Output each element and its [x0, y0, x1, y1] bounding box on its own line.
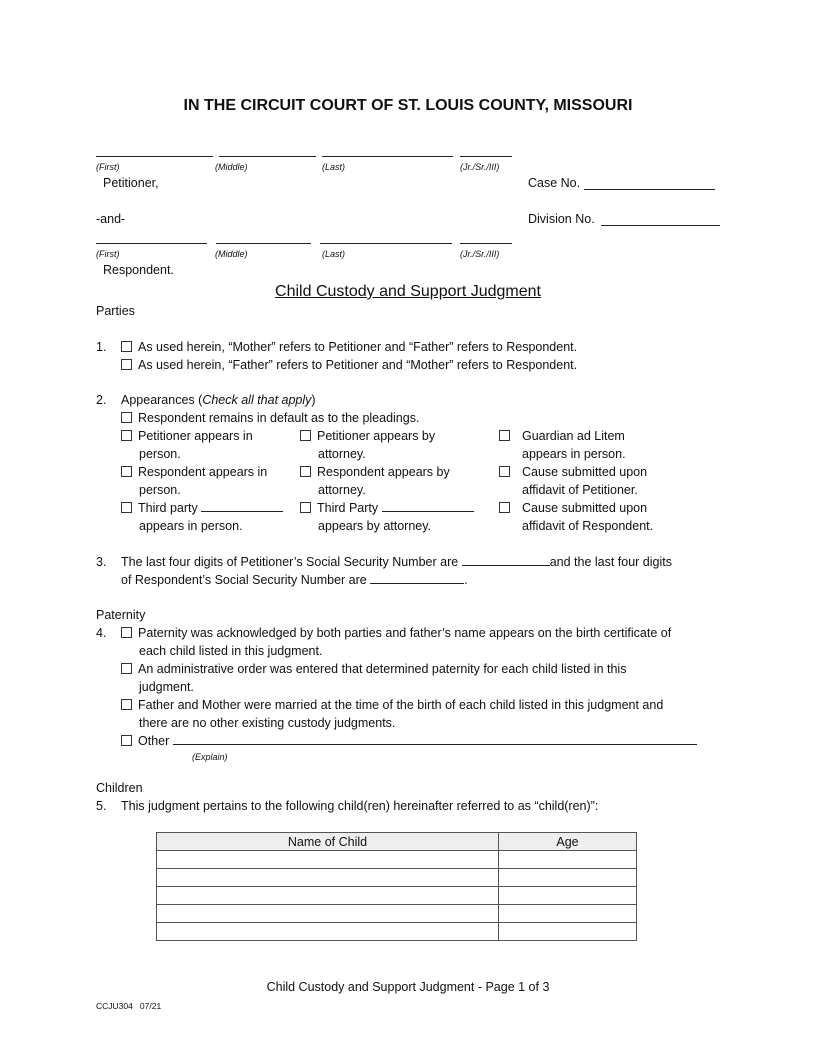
checkbox[interactable]	[300, 466, 311, 477]
table-row	[157, 887, 637, 905]
label-first: (First)	[96, 249, 120, 259]
option-respondent-default[interactable]: Respondent remains in default as to the pleadings.	[121, 410, 419, 426]
item-number: 4.	[96, 626, 107, 640]
checkbox[interactable]	[499, 502, 510, 513]
option-text: appears by attorney.	[318, 519, 432, 533]
item-number: 5.	[96, 799, 107, 813]
respondent-suffix-field[interactable]	[460, 243, 512, 244]
respondent-label: Respondent.	[103, 263, 174, 277]
option-respondent-in-person[interactable]: Respondent appears in	[121, 464, 267, 480]
other-explain-field[interactable]	[173, 733, 697, 745]
label-middle: (Middle)	[215, 162, 248, 172]
checkbox[interactable]	[499, 466, 510, 477]
page-footer: Child Custody and Support Judgment - Page 1 of 3	[266, 980, 550, 994]
child-age-cell[interactable]	[499, 869, 637, 887]
form-title: Child Custody and Support Judgment	[275, 283, 541, 300]
checkbox[interactable]	[121, 735, 132, 746]
option-married[interactable]: Father and Mother were married at the time of the birth of each child listed in this judgment and	[121, 697, 663, 713]
and-label: -and-	[96, 212, 126, 226]
form-code: CCJU304 07/21	[96, 1001, 162, 1011]
label-last: (Last)	[322, 162, 346, 172]
checkbox[interactable]	[121, 341, 132, 352]
child-age-cell[interactable]	[499, 851, 637, 869]
checkbox[interactable]	[121, 412, 132, 423]
petitioner-first-field[interactable]	[96, 156, 213, 157]
section-children: Children	[96, 781, 143, 795]
children-intro: This judgment pertains to the following child(ren) hereinafter referred to as “child(ren)”:	[121, 799, 599, 813]
option-petitioner-by-attorney[interactable]: Petitioner appears by	[300, 428, 435, 444]
table-row	[157, 905, 637, 923]
option-guardian-ad-litem[interactable]: Guardian ad Litem	[499, 428, 625, 444]
ssn-line-2: of Respondent’s Social Security Number are .	[121, 573, 468, 587]
option-text: attorney.	[318, 447, 366, 461]
option-text: judgment.	[139, 680, 194, 694]
children-table	[156, 832, 637, 941]
checkbox[interactable]	[499, 430, 510, 441]
ssn-line-1: The last four digits of Petitioner’s Social Security Number are and the last four digits	[121, 555, 672, 569]
item-number: 2.	[96, 393, 107, 407]
option-affidavit-respondent[interactable]: Cause submitted upon	[499, 500, 647, 516]
checkbox[interactable]	[300, 502, 311, 513]
division-number-field[interactable]	[601, 225, 720, 226]
third-party-name-field[interactable]	[201, 500, 283, 512]
respondent-last-field[interactable]	[320, 243, 452, 244]
option-other[interactable]: Other	[121, 733, 697, 749]
court-title: IN THE CIRCUIT COURT OF ST. LOUIS COUNTY, MISSOURI	[183, 97, 633, 114]
child-name-cell[interactable]	[157, 905, 499, 923]
option-petitioner-in-person[interactable]: Petitioner appears in	[121, 428, 253, 444]
checkbox[interactable]	[121, 359, 132, 370]
checkbox[interactable]	[121, 466, 132, 477]
option-text: each child listed in this judgment.	[139, 644, 323, 658]
option-respondent-by-attorney[interactable]: Respondent appears by	[300, 464, 450, 480]
respondent-ssn-field[interactable]	[370, 572, 464, 584]
label-first: (First)	[96, 162, 120, 172]
option-father-petitioner[interactable]: As used herein, “Father” refers to Petitioner and “Mother” refers to Respondent.	[121, 357, 577, 373]
label-middle: (Middle)	[215, 249, 248, 259]
checkbox[interactable]	[121, 663, 132, 674]
respondent-middle-field[interactable]	[216, 243, 311, 244]
section-parties: Parties	[96, 304, 135, 318]
table-row	[157, 851, 637, 869]
option-third-party-in-person[interactable]: Third party	[121, 500, 283, 516]
header-age: Age	[499, 833, 637, 851]
appearances-heading: Appearances (Check all that apply)	[121, 393, 316, 407]
option-text: attorney.	[318, 483, 366, 497]
option-paternity-acknowledged[interactable]: Paternity was acknowledged by both parties and father’s name appears on the birth certificate of	[121, 625, 671, 641]
child-name-cell[interactable]	[157, 923, 499, 941]
child-age-cell[interactable]	[499, 905, 637, 923]
case-number-label: Case No.	[528, 176, 581, 190]
checkbox[interactable]	[121, 502, 132, 513]
option-text: person.	[139, 483, 181, 497]
third-party-attorney-field[interactable]	[382, 500, 474, 512]
division-number-label: Division No.	[528, 212, 595, 226]
table-header-row	[157, 833, 637, 851]
petitioner-suffix-field[interactable]	[460, 156, 512, 157]
checkbox[interactable]	[121, 699, 132, 710]
option-text: appears in person.	[139, 519, 243, 533]
respondent-first-field[interactable]	[96, 243, 207, 244]
item-number: 1.	[96, 340, 107, 354]
petitioner-label: Petitioner,	[103, 176, 159, 190]
label-suffix: (Jr./Sr./III)	[460, 162, 500, 172]
child-name-cell[interactable]	[157, 887, 499, 905]
option-text: there are no other existing custody judgments.	[139, 716, 396, 730]
table-row	[157, 923, 637, 941]
petitioner-last-field[interactable]	[322, 156, 453, 157]
table-row	[157, 869, 637, 887]
petitioner-ssn-field[interactable]	[462, 554, 550, 566]
child-age-cell[interactable]	[499, 923, 637, 941]
section-paternity: Paternity	[96, 608, 146, 622]
explain-label: (Explain)	[192, 752, 228, 762]
option-text: person.	[139, 447, 181, 461]
case-number-field[interactable]	[584, 189, 715, 190]
child-name-cell[interactable]	[157, 851, 499, 869]
child-age-cell[interactable]	[499, 887, 637, 905]
label-suffix: (Jr./Sr./III)	[460, 249, 500, 259]
option-text: affidavit of Respondent.	[522, 519, 654, 533]
header-name-of-child: Name of Child	[157, 833, 499, 851]
label-last: (Last)	[322, 249, 346, 259]
option-text: affidavit of Petitioner.	[522, 483, 638, 497]
option-mother-petitioner[interactable]: As used herein, “Mother” refers to Petitioner and “Father” refers to Respondent.	[121, 339, 577, 355]
checkbox[interactable]	[121, 627, 132, 638]
petitioner-middle-field[interactable]	[219, 156, 316, 157]
option-affidavit-petitioner[interactable]: Cause submitted upon	[499, 464, 647, 480]
child-name-cell[interactable]	[157, 869, 499, 887]
item-number: 3.	[96, 555, 107, 569]
option-third-party-by-attorney[interactable]: Third Party	[300, 500, 474, 516]
checkbox[interactable]	[121, 430, 132, 441]
option-administrative-order[interactable]: An administrative order was entered that determined paternity for each child listed in this	[121, 661, 626, 677]
checkbox[interactable]	[300, 430, 311, 441]
option-text: appears in person.	[522, 447, 626, 461]
